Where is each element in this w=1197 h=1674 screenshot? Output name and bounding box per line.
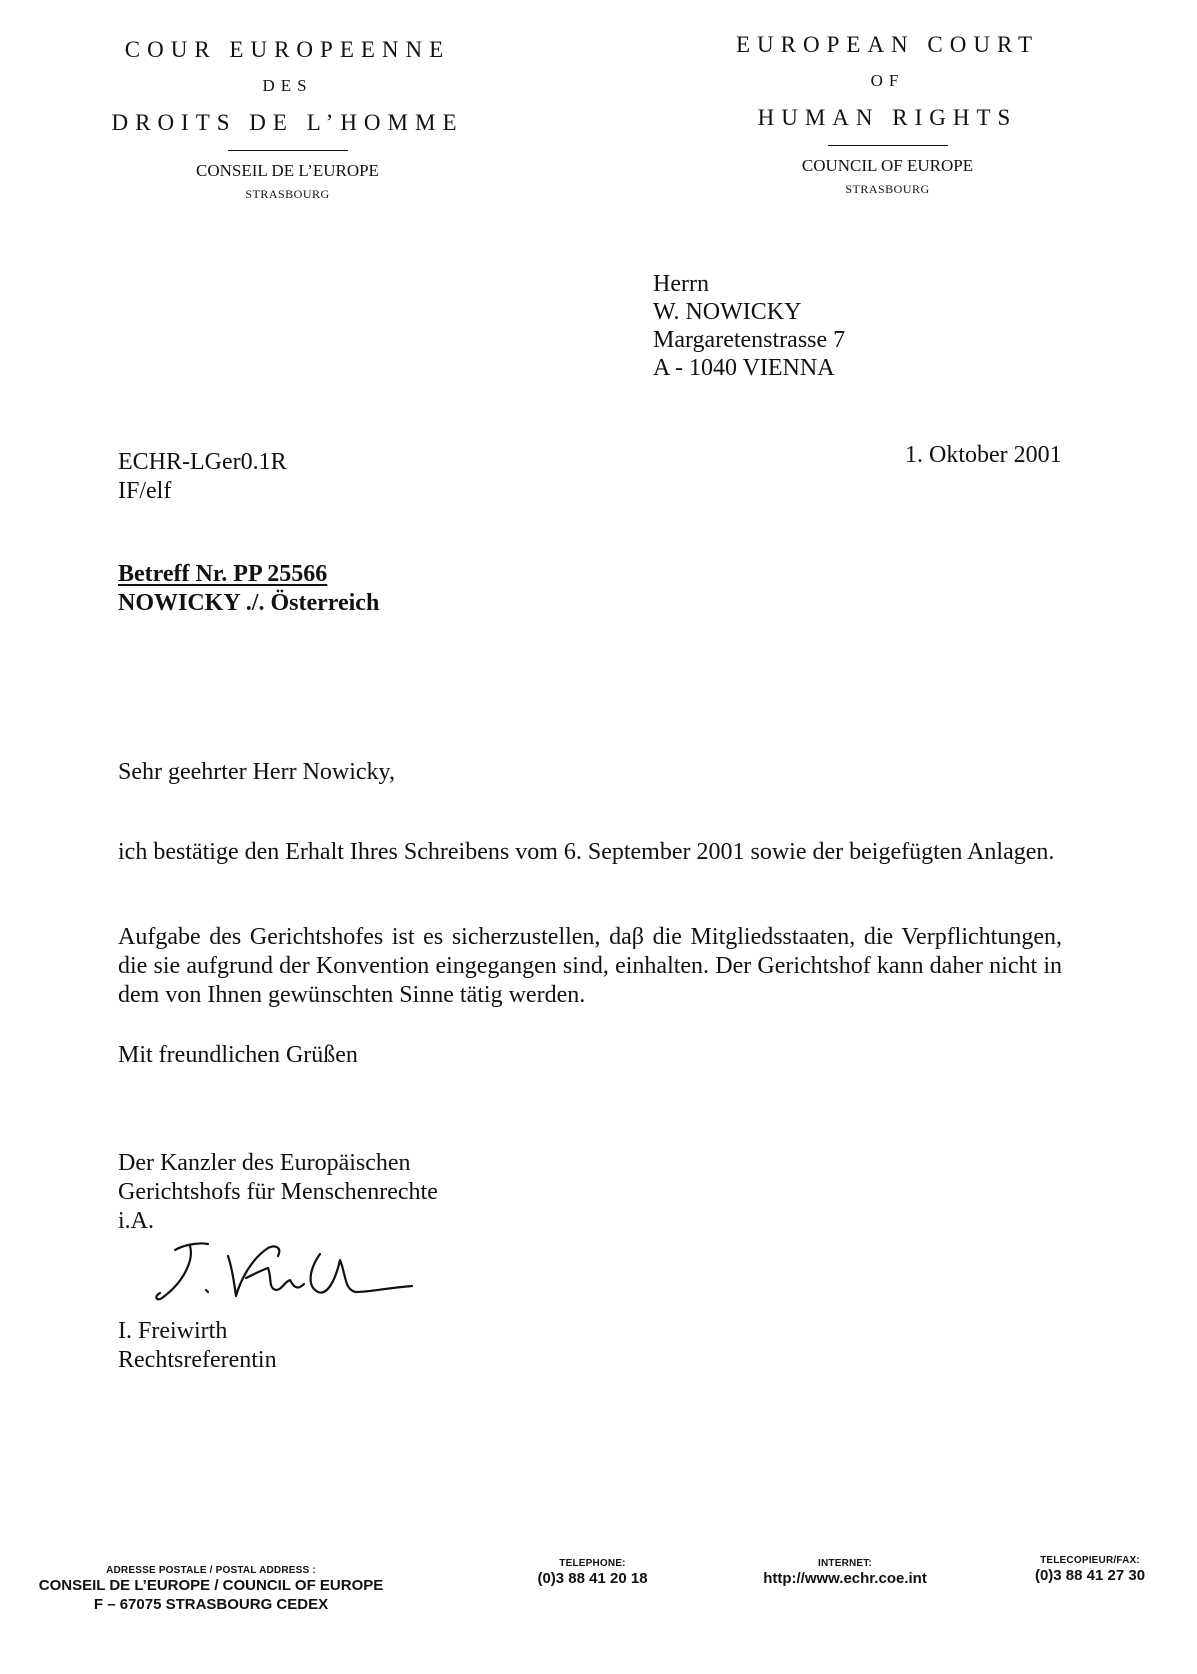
signature-office-line3: i.A. bbox=[118, 1208, 154, 1234]
letterhead-en-line1: EUROPEAN COURT bbox=[736, 32, 1039, 57]
letterhead-en-line3: HUMAN RIGHTS bbox=[757, 105, 1018, 130]
footer-postal-line1: CONSEIL DE L’EUROPE / COUNCIL OF EUROPE bbox=[38, 1577, 384, 1594]
signature-office bbox=[118, 1149, 438, 1236]
signer-block bbox=[118, 1317, 277, 1375]
footer-internet bbox=[750, 1558, 940, 1588]
handwritten-signature bbox=[150, 1238, 420, 1318]
subject-block bbox=[118, 560, 379, 618]
signer-title: Rechtsreferentin bbox=[118, 1347, 277, 1373]
footer-telephone-number: (0)3 88 41 20 18 bbox=[537, 1570, 648, 1587]
letterhead-fr-line3: DROITS DE L’HOMME bbox=[111, 110, 464, 135]
footer-fax-number: (0)3 88 41 27 30 bbox=[1034, 1567, 1146, 1584]
letterhead-fr-council: CONSEIL DE L’EUROPE bbox=[196, 161, 379, 180]
letterhead-en-line2: OF bbox=[870, 71, 905, 90]
signer-name: I. Freiwirth bbox=[118, 1318, 228, 1344]
letterhead-en-council: COUNCIL OF EUROPE bbox=[801, 156, 974, 175]
recipient-name: W. NOWICKY bbox=[653, 299, 802, 325]
subject-case-number: Betreff Nr. PP 25566 bbox=[118, 561, 328, 587]
footer-postal-address bbox=[28, 1565, 394, 1614]
reference-code: ECHR-LGer0.1R bbox=[118, 449, 287, 475]
letterhead-en-city: STRASBOURG bbox=[845, 182, 930, 196]
footer-telephone bbox=[520, 1558, 665, 1588]
letterhead-fr-line2: DES bbox=[262, 76, 313, 95]
letter-paragraph-1: ich bestätige den Erhalt Ihres Schreibens vom 6. September 2001 sowie der beigefügten Anlagen. bbox=[118, 839, 1055, 865]
signature-office-line1: Der Kanzler des Europäischen bbox=[118, 1150, 411, 1176]
footer-postal-line2: F – 67075 STRASBOURG CEDEX bbox=[93, 1596, 329, 1613]
letterhead-fr-line1: COUR EUROPEENNE bbox=[124, 37, 451, 62]
subject-case-name: NOWICKY ./. Österreich bbox=[118, 590, 380, 616]
letterhead-english bbox=[700, 33, 1075, 197]
recipient-city: A - 1040 VIENNA bbox=[653, 355, 835, 381]
letterhead-fr-city: STRASBOURG bbox=[245, 187, 330, 201]
letter-closing: Mit freundlichen Grüßen bbox=[118, 1042, 358, 1068]
reference-block bbox=[118, 448, 287, 506]
footer-internet-label: INTERNET: bbox=[817, 1558, 873, 1569]
letter-date: 1. Oktober 2001 bbox=[905, 442, 1062, 468]
recipient-salutation: Herrn bbox=[653, 271, 709, 297]
footer-internet-url: http://www.echr.coe.int bbox=[763, 1570, 927, 1587]
letterhead-french bbox=[100, 38, 475, 202]
footer-fax bbox=[1015, 1555, 1165, 1585]
letterhead-fr-divider bbox=[228, 150, 348, 151]
footer-postal-label: ADRESSE POSTALE / POSTAL ADDRESS : bbox=[106, 1565, 316, 1576]
recipient-address bbox=[653, 270, 845, 382]
letterhead-en-divider bbox=[828, 145, 948, 146]
letter-greeting: Sehr geehrter Herr Nowicky, bbox=[118, 759, 395, 785]
footer-telephone-label: TELEPHONE: bbox=[559, 1558, 626, 1569]
footer-fax-label: TELECOPIEUR/FAX: bbox=[1040, 1555, 1140, 1566]
signature-office-line2: Gerichtshofs für Menschenrechte bbox=[118, 1179, 438, 1205]
recipient-street: Margaretenstrasse 7 bbox=[653, 327, 846, 353]
reference-initials: IF/elf bbox=[118, 478, 172, 504]
letter-paragraph-2: Aufgabe des Gerichtshofes ist es sicherzustellen, daβ die Mitgliedsstaaten, die Verpflichtungen, die sie aufgrund der Konvention eingegangen sind, einhalten. Der Gerichtshof kann daher nicht in dem von Ihnen gewünschten Sinne tätig werden. bbox=[118, 924, 1062, 1008]
